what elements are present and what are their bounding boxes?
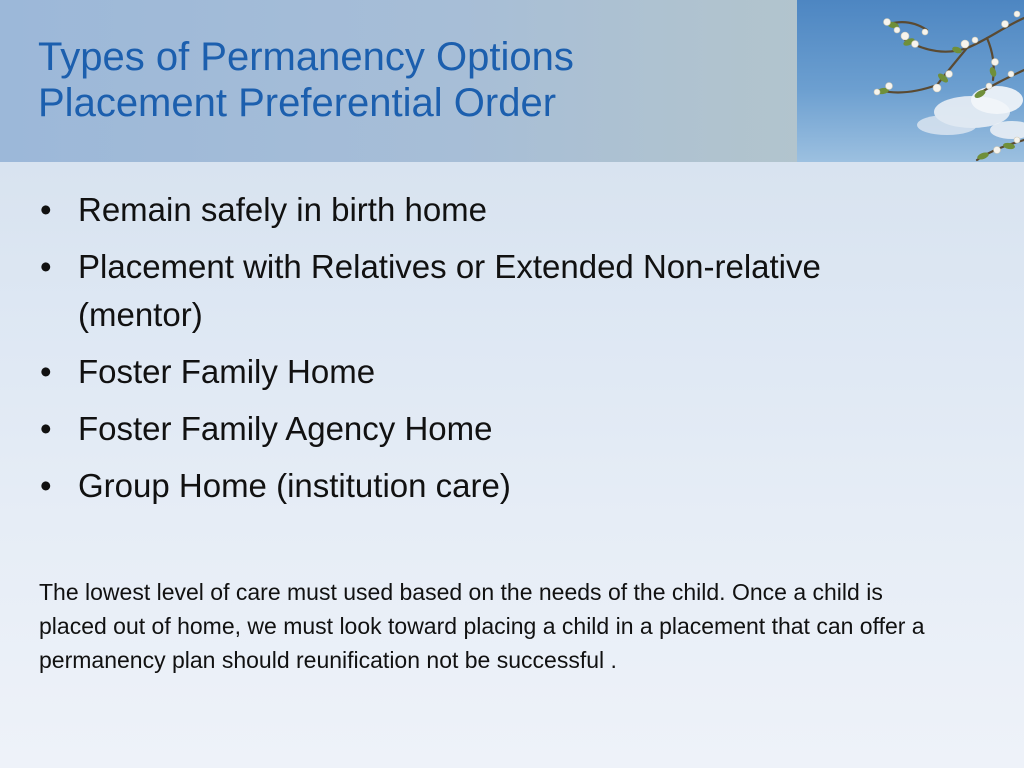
- list-item-text: Remain safely in birth home: [78, 191, 488, 228]
- list-item: [40, 243, 860, 339]
- list-item: [40, 186, 860, 234]
- list-item-text: Group Home (institution care): [78, 467, 511, 504]
- list-item: [40, 462, 860, 510]
- bullet-list: [40, 186, 860, 519]
- blossom-branch-photo: [797, 0, 1024, 162]
- title-line-1: Types of Permanency Options: [38, 35, 574, 79]
- slide-title: [38, 34, 778, 126]
- bullet-icon: •: [40, 248, 52, 285]
- list-item-text: Placement with Relatives or Extended Non-relative (mentor): [78, 248, 821, 333]
- list-item: [40, 348, 860, 396]
- bullet-icon: •: [40, 353, 52, 390]
- list-item-text: Foster Family Agency Home: [78, 410, 493, 447]
- bullet-icon: •: [40, 191, 52, 228]
- blossom-branch-icon: [797, 0, 1024, 162]
- title-line-2: Placement Preferential Order: [38, 81, 557, 125]
- list-item: [40, 405, 860, 453]
- bullet-icon: •: [40, 410, 52, 447]
- bullet-icon: •: [40, 467, 52, 504]
- list-item-text: Foster Family Home: [78, 353, 376, 390]
- slide-note: The lowest level of care must used based on the needs of the child. Once a child is placed out of home, we must look toward placing a child in a placement that can offer a permanency plan should reunification not be successful .: [39, 579, 925, 673]
